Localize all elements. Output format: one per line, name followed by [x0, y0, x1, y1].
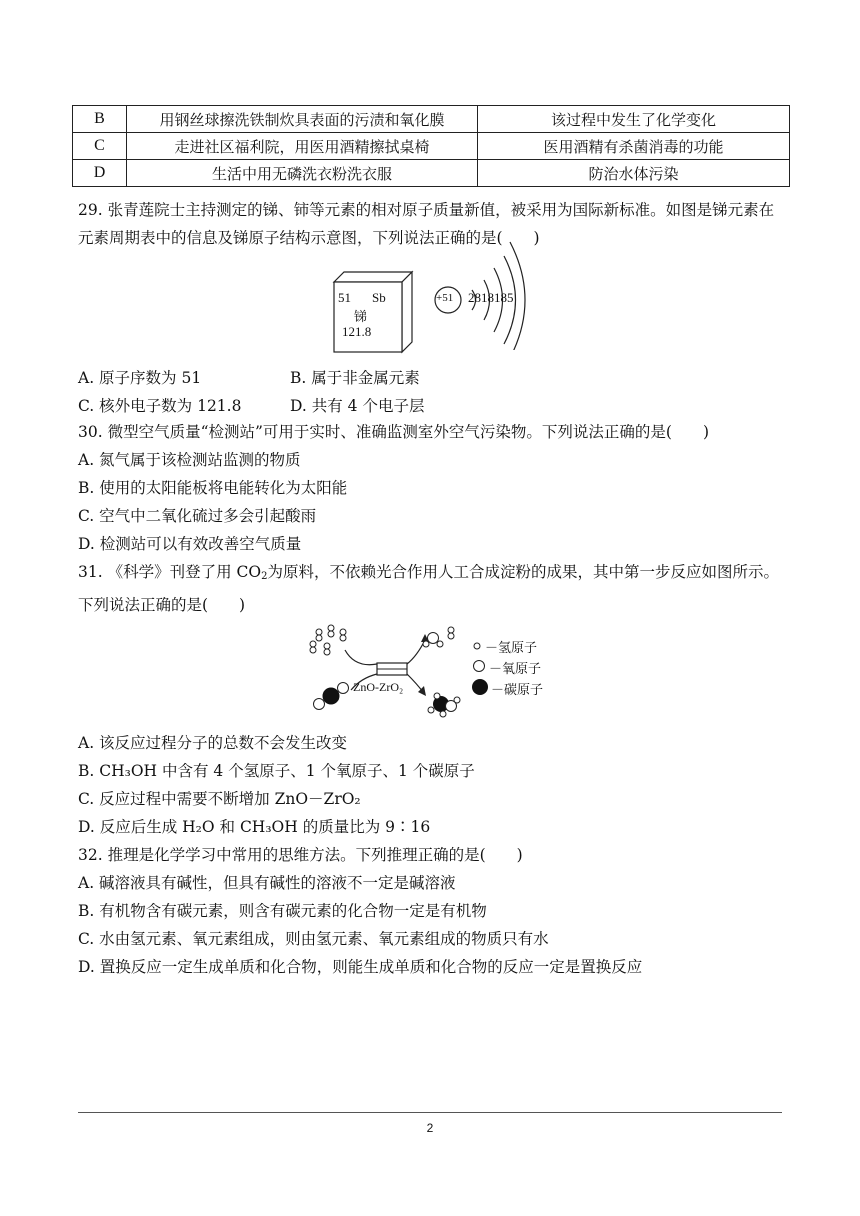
q32-stem: 32. 推理是化学学习中常用的思维方法。下列推理正确的是( ) [78, 846, 523, 864]
row-action: 生活中用无磷洗衣粉洗衣服 [127, 160, 478, 187]
row-label: B [73, 106, 127, 133]
table-row [73, 106, 790, 133]
electron-shells: 2818185 [468, 290, 514, 305]
q31-option-a: A. 该反应过程分子的总数不会发生改变 [78, 734, 348, 752]
legend-oxygen: －氧原子 [489, 662, 542, 677]
row-explanation: 防治水体污染 [478, 160, 790, 187]
catalyst-label: ZnO-ZrO₂ [353, 680, 404, 694]
q30-option-b: B. 使用的太阳能板将电能转化为太阳能 [78, 479, 348, 497]
q31-option-c: C. 反应过程中需要不断增加 ZnO－ZrO₂ [78, 790, 361, 808]
atom-structure-diagram [432, 230, 532, 350]
q30-option-a: A. 氮气属于该检测站监测的物质 [78, 451, 301, 469]
page-number: 2 [426, 1121, 434, 1135]
row-action: 用钢丝球擦洗铁制炊具表面的污渍和氧化膜 [127, 106, 478, 133]
q29-option-c: C. 核外电子数为 121.8 [78, 397, 242, 415]
table-row [73, 133, 790, 160]
nucleus-charge: +51 [436, 292, 454, 304]
q29-option-a: A. 原子序数为 51 [78, 369, 202, 387]
q32-option-a: A. 碱溶液具有碱性，但具有碱性的溶液不一定是碱溶液 [78, 874, 456, 892]
q29-option-b: B. 属于非金属元素 [290, 369, 420, 387]
row-explanation: 医用酒精有杀菌消毒的功能 [478, 133, 790, 160]
q31-stem-part2: 为原料，不依赖光合作用人工合成淀粉的成果，其中第一步反应如图所示。下列说法正确的是( ) [78, 563, 779, 614]
footer-divider [78, 1112, 782, 1113]
q30-stem: 30. 微型空气质量“检测站”可用于实时、准确监测室外空气污染物。下列说法正确的是( ) [78, 423, 710, 441]
element-symbol: Sb [372, 290, 386, 305]
row-explanation: 该过程中发生了化学变化 [478, 106, 790, 133]
q30-option-d: D. 检测站可以有效改善空气质量 [78, 535, 302, 553]
q30-option-c: C. 空气中二氧化硫过多会引起酸雨 [78, 507, 317, 525]
q31-option-d: D. 反应后生成 H₂O 和 CH₃OH 的质量比为 9∶16 [78, 818, 431, 836]
table-row [73, 160, 790, 187]
q32-option-c: C. 水由氢元素、氧元素组成，则由氢元素、氧元素组成的物质只有水 [78, 930, 549, 948]
atomic-number: 51 [338, 290, 351, 305]
q31-stem [78, 558, 786, 619]
reaction-diagram [305, 620, 560, 718]
q29-option-d: D. 共有 4 个电子层 [290, 397, 425, 415]
q29-stem: 29. 张青莲院士主持测定的锑、铈等元素的相对原子质量新值，被采用为国际新标准。如图是锑元素在元素周期表中的信息及锑原子结构示意图，下列说法正确的是( ) [78, 201, 775, 247]
atomic-mass: 121.8 [342, 324, 372, 339]
legend-hydrogen: －氢原子 [485, 641, 538, 656]
q32-option-d: D. 置换反应一定生成单质和化合物，则能生成单质和化合物的反应一定是置换反应 [78, 958, 643, 976]
q32-option-b: B. 有机物含有碳元素，则含有碳元素的化合物一定是有机物 [78, 902, 487, 920]
q31-stem-part1: 31. 《科学》刊登了用 CO [78, 563, 262, 581]
row-action: 走进社区福利院，用医用酒精擦拭桌椅 [127, 133, 478, 160]
element-tile [328, 268, 418, 354]
element-name: 锑 [354, 310, 368, 325]
row-label: D [73, 160, 127, 187]
legend-carbon: －碳原子 [491, 683, 544, 698]
q31-stem-subscript: 2 [261, 571, 268, 582]
row-label: C [73, 133, 127, 160]
q31-option-b: B. CH₃OH 中含有 4 个氢原子、1 个氧原子、1 个碳原子 [78, 762, 475, 780]
options-table [72, 105, 790, 187]
